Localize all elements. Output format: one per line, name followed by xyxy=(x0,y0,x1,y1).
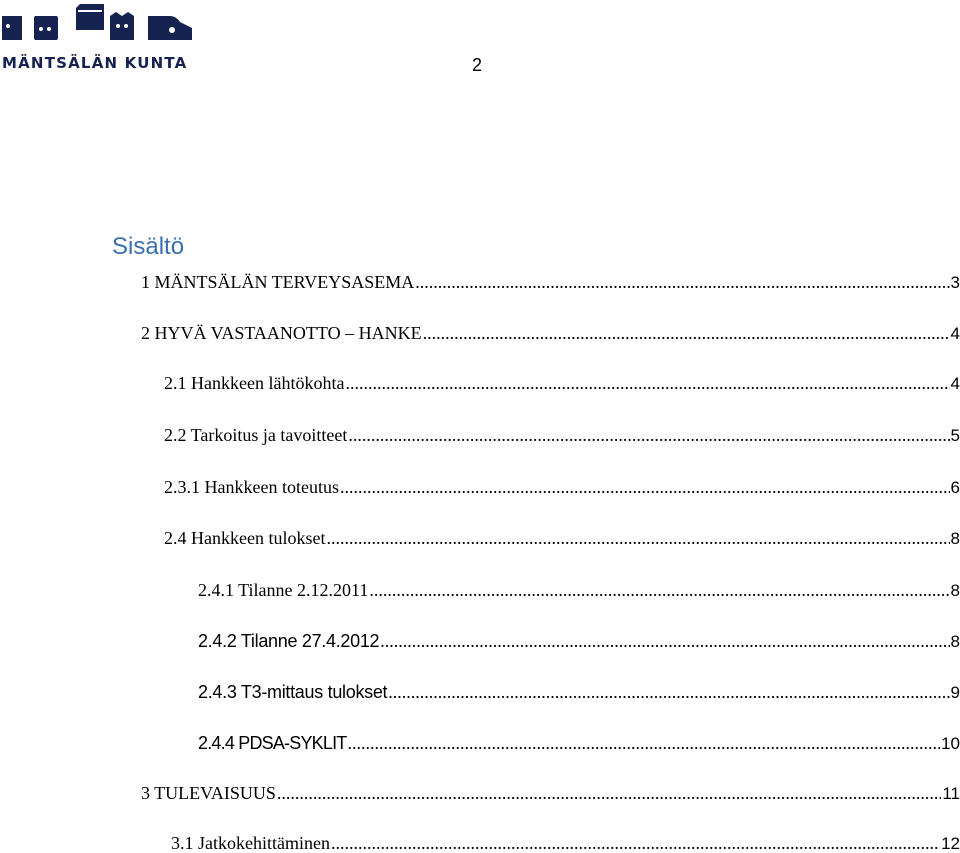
toc-entry-page: 3 xyxy=(950,273,960,292)
toc-entry-label: 3.1 Jatkokehittäminen xyxy=(171,833,330,853)
toc-entry-label: 2.2 Tarkoitus ja tavoitteet xyxy=(164,425,348,445)
toc-dot-leader xyxy=(415,272,949,293)
toc-entry-2-1[interactable] xyxy=(164,373,960,397)
toc-entry-2-2[interactable] xyxy=(164,425,960,449)
toc-entry-page: 8 xyxy=(950,632,960,651)
toc-dot-leader xyxy=(277,783,941,804)
toc-entry-page: 4 xyxy=(950,374,960,393)
toc-entry-page: 5 xyxy=(950,426,960,445)
toc-entry-2-4-4[interactable] xyxy=(198,733,960,757)
toc-entry-2-4[interactable] xyxy=(164,528,960,552)
toc-entry-2[interactable] xyxy=(141,323,960,347)
toc-entry-label: 2.1 Hankkeen lähtökohta xyxy=(164,373,345,393)
logo-emblem-icon xyxy=(0,2,200,54)
toc-entry-2-4-1[interactable] xyxy=(198,580,960,604)
toc-entry-2-3-1[interactable] xyxy=(164,477,960,501)
toc-entry-1[interactable] xyxy=(141,272,960,296)
toc-entry-3[interactable] xyxy=(141,783,960,807)
toc-entry-page: 4 xyxy=(950,324,960,343)
toc-dot-leader xyxy=(369,580,949,601)
toc-dot-leader xyxy=(331,833,940,853)
toc-entry-page: 12 xyxy=(941,834,960,853)
toc-entry-page: 9 xyxy=(950,683,960,702)
toc-dot-leader xyxy=(380,631,949,652)
toc-dot-leader xyxy=(348,425,949,446)
toc-dot-leader xyxy=(326,528,949,549)
toc-entry-3-1[interactable] xyxy=(171,833,960,853)
toc-dot-leader xyxy=(423,323,950,344)
toc-entry-page: 8 xyxy=(950,529,960,548)
toc-entry-page: 10 xyxy=(941,734,960,753)
toc-entry-label: 1 MÄNTSÄLÄN TERVEYSASEMA xyxy=(141,272,415,292)
toc-dot-leader xyxy=(347,733,940,754)
toc-dot-leader xyxy=(340,477,950,498)
toc-entry-2-4-2[interactable] xyxy=(198,631,960,655)
toc-entry-page: 11 xyxy=(942,784,960,803)
logo-wordmark: MÄNTSÄLÄN KUNTA xyxy=(2,54,188,72)
municipality-logo xyxy=(0,2,200,72)
toc-dot-leader xyxy=(345,373,949,394)
toc-title: Sisältö xyxy=(112,233,185,260)
toc-dot-leader xyxy=(388,682,949,703)
toc-entry-page: 6 xyxy=(950,478,960,497)
page-number: 2 xyxy=(472,55,483,75)
toc-entry-label: 2.3.1 Hankkeen toteutus xyxy=(164,477,339,497)
toc-entry-2-4-3[interactable] xyxy=(198,682,960,706)
toc-entry-label: 2.4.4 PDSA-SYKLIT xyxy=(198,733,347,753)
toc-entry-label: 2.4 Hankkeen tulokset xyxy=(164,528,326,548)
toc-entry-label: 2 HYVÄ VASTAANOTTO – HANKE xyxy=(141,323,422,343)
toc-entry-label: 2.4.2 Tilanne 27.4.2012 xyxy=(198,631,380,651)
toc-entry-label: 3 TULEVAISUUS xyxy=(141,783,276,803)
toc-entry-label: 2.4.3 T3-mittaus tulokset xyxy=(198,682,388,702)
toc-entry-page: 8 xyxy=(950,581,960,600)
toc-entry-label: 2.4.1 Tilanne 2.12.2011 xyxy=(198,580,369,600)
